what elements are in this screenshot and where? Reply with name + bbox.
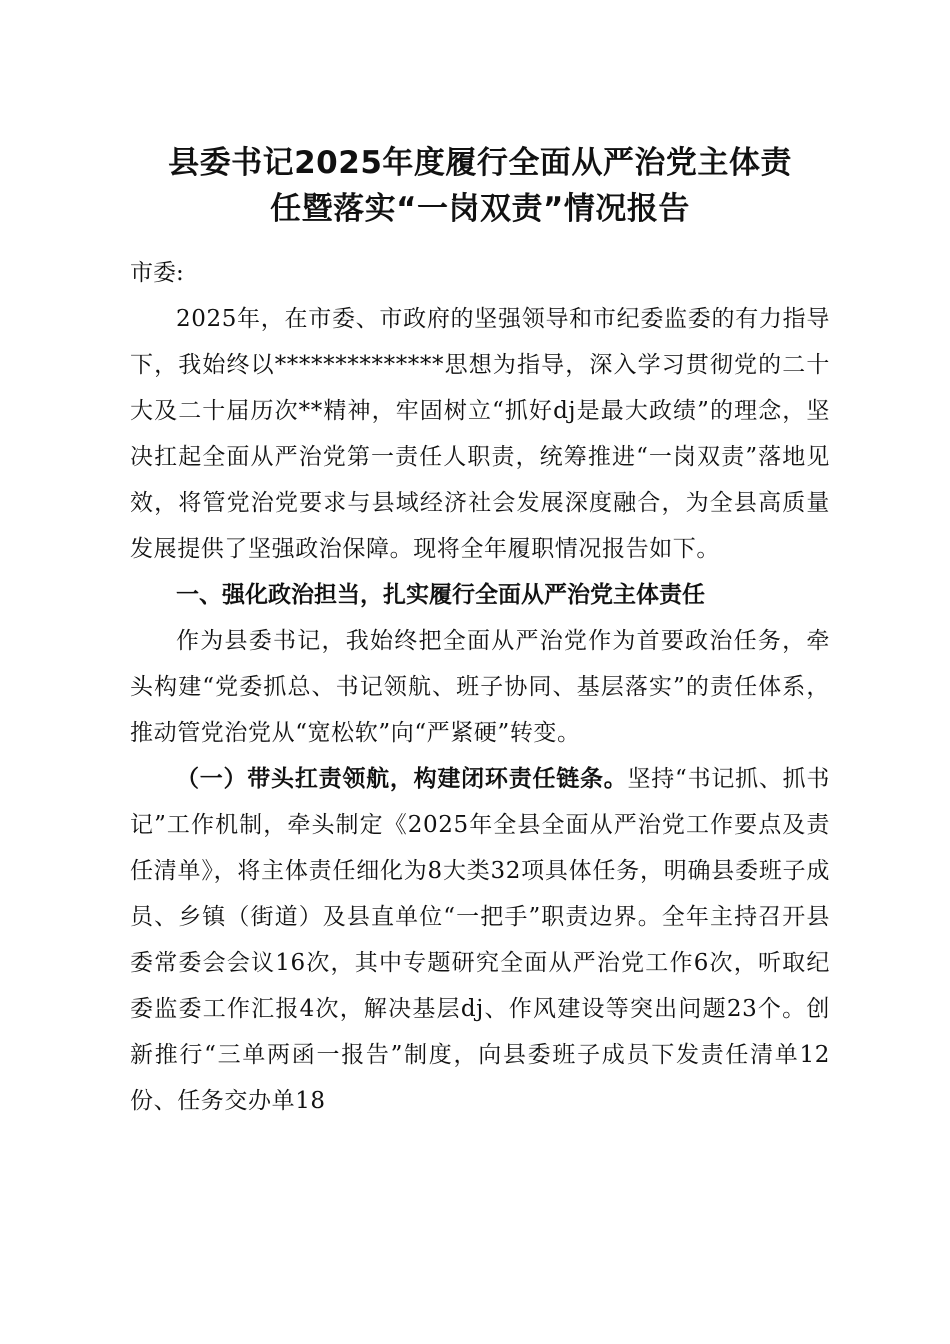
subsection-1-paragraph [130,756,830,1124]
title-line-1: 县委书记2025年度履行全面从严治党主体责 [168,145,792,181]
subsection-1-heading: （一）带头扛责领航，构建闭环责任链条。 [176,766,628,792]
document-title [130,140,830,232]
title-line-2: 任暨落实“一岗双责”情况报告 [270,191,690,227]
section-1-heading: 一、强化政治担当，扎实履行全面从严治党主体责任 [176,582,705,608]
intro-paragraph: 2025年，在市委、市政府的坚强领导和市纪委监委的有力指导下，我始终以**************思想为指导，深入学习贯彻党的二十大及二十届历次**精神，牢固树立“抓好dj是最大政绩”的理念，坚决扛起全面从严治党第一责任人职责，统筹推进“一岗双责”落地见效，将管党治党要求与县域经济社会发展深度融合，为全县高质量发展提供了坚强政治保障。现将全年履职情况报告如下。 [130,306,830,562]
document-page [130,140,830,1124]
section-1-intro-paragraph: 作为县委书记，我始终把全面从严治党作为首要政治任务，牵头构建“党委抓总、书记领航、班子协同、基层落实”的责任体系，推动管党治党从“宽松软”向“严紧硬”转变。 [130,628,830,746]
salutation: 市委: [130,260,184,286]
subsection-1-body: 坚持“书记抓、抓书记”工作机制，牵头制定《2025年全县全面从严治党工作要点及责任清单》，将主体责任细化为8大类32项具体任务，明确县委班子成员、乡镇（街道）及县直单位“一把手”职责边界。全年主持召开县委常委会会议16次，其中专题研究全面从严治党工作6次，听取纪委监委工作汇报4次，解决基层dj、作风建设等突出问题23个。创新推行“三单两函一报告”制度，向县委班子成员下发责任清单12份、任务交办单18 [130,766,830,1114]
